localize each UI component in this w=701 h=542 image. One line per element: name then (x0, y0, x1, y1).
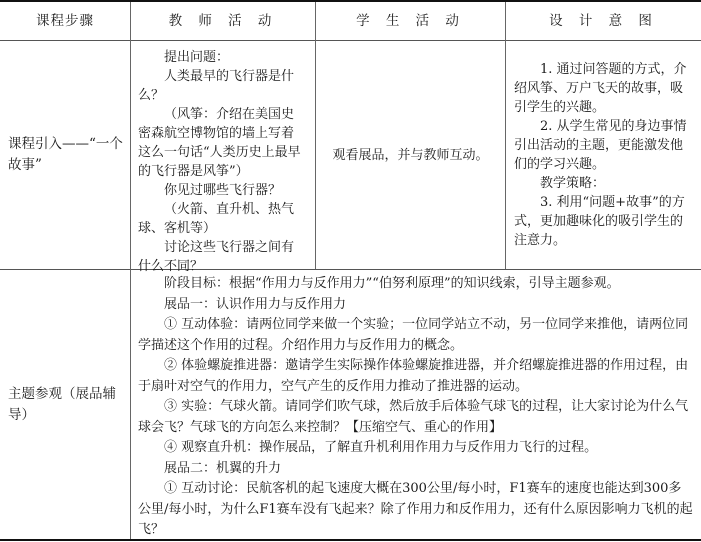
teacher-line: 讨论这些飞行器之间有什么不同？ (138, 240, 295, 274)
row1-teacher (138, 48, 306, 276)
header-intent: 设 计 意 图 (549, 12, 658, 29)
content-line: ③ 实验：气球火箭。请同学们吹气球，然后放手后体验气球飞的过程，让大家讨论为什么气球会飞？气球飞的方向怎么来控制？【压缩空气、重心的作用】 (138, 399, 689, 435)
intent-line: 教学策略： (540, 176, 606, 191)
row2-step (8, 270, 126, 539)
column-divider (130, 2, 131, 539)
header-teacher: 教 师 活 动 (168, 12, 278, 29)
row1-intent (514, 60, 694, 250)
content-line: 展品二：机翼的升力 (164, 460, 282, 476)
content-line: ② 体验螺旋推进器：邀请学生实际操作体验螺旋推进器，并介绍螺旋推进器的作用过程，由于扇叶对空气的作用力，空气产生的反作用力推动了推进器的运动。 (138, 358, 689, 394)
content-line: ① 互动讨论：民航客机的起飞速度大概在300公里/每小时，F1赛车的速度也能达到300多公里/每小时，为什么F1赛车没有飞起来？除了作用力和反作用力，还有什么原因影响力飞机的起飞？ (138, 481, 693, 537)
row1-step-text: 课程引入——“一个故事” (8, 136, 123, 173)
content-line: ① 互动体验：请两位同学来做一个实验；一位同学站立不动，另一位同学来推他，请两位同学描述这个作用的过程。介绍作用力与反作用力的概念。 (138, 317, 689, 353)
teacher-line: （风筝：介绍在美国史密森航空博物馆的墙上写着这么一句话“人类历史上最早的飞行器是风筝”） (138, 107, 301, 179)
row1-step (8, 41, 126, 269)
teacher-line: 你见过哪些飞行器？ (164, 183, 282, 198)
teacher-line: （火箭、直升机、热气球、客机等） (138, 202, 295, 236)
row2-content (138, 274, 693, 541)
row2-step-text: 主题参观（展品辅导） (8, 385, 116, 423)
content-line: 展品一：认识作用力与反作用力 (164, 296, 347, 312)
student-activity: 观看展品，并与教师互动。 (332, 147, 489, 163)
intent-line: 3. 利用“问题+故事”的方式，更加趣味化的吸引学生的注意力。 (514, 195, 685, 248)
intent-line: 2. 从学生常见的身边事情引出活动的主题，更能激发他们的学习兴趣。 (514, 119, 687, 172)
content-line: 阶段目标：根据“作用力与反作用力”“伯努利原理”的知识线索，引导主题参观。 (164, 276, 620, 291)
column-divider (505, 2, 506, 269)
teacher-line: 人类最早的飞行器是什么？ (138, 69, 295, 103)
header-student: 学 生 活 动 (356, 12, 465, 29)
intent-line: 1. 通过问答题的方式，介绍风筝、万户飞天的故事，吸引学生的兴趣。 (514, 62, 687, 115)
row1-student (316, 41, 505, 269)
teacher-line: 提出问题： (164, 50, 230, 65)
content-line: ④ 观察直升机：操作展品，了解直升机利用作用力与反作用力飞行的过程。 (164, 440, 598, 455)
header-step: 课程步骤 (36, 12, 94, 29)
